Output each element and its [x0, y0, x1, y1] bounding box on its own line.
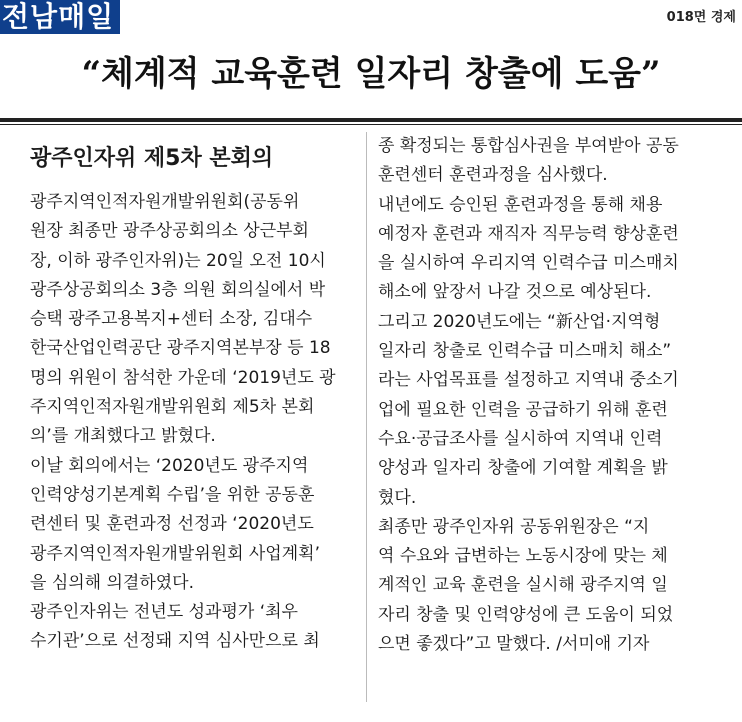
article-body-left: [30, 188, 360, 657]
headline-rule: [0, 118, 742, 122]
article-text-line: 종 확정되는 통합심사권을 부여받아 공동: [378, 136, 679, 156]
article-text-line: 을 심의해 의결하였다.: [30, 572, 195, 593]
article-text-line: 해소에 앞장서 나갈 것으로 예상된다.: [378, 282, 652, 303]
article-text-line: 최종만 광주인자위 공동위원장은 “지: [378, 516, 650, 537]
article-text-line: 광주지역인적자원개발위원회(공동위: [30, 192, 300, 212]
article-text-line: 그리고 2020년도에는 “新산업·지역형: [378, 311, 661, 332]
article-headline: “체계적 교육훈련 일자리 창출에 도움”: [81, 54, 661, 94]
article-text-line: 일자리 창출로 인력수급 미스매치 해소”: [378, 341, 672, 362]
article-text-line: 계적인 교육 훈련을 실시해 광주지역 일: [378, 575, 668, 596]
article-text-line: 내년에도 승인된 훈련과정을 통해 채용: [378, 194, 663, 215]
page-number-section: 018면 경제: [666, 10, 736, 25]
article-text-line: 광주인자위는 전년도 성과평가 ‘최우: [30, 602, 298, 623]
article-text-line: 업에 필요한 인력을 공급하기 위해 훈련: [378, 399, 668, 420]
article-text-line: 의’를 개최했다고 밝혔다.: [30, 426, 216, 447]
article-text-line: 을 실시하여 우리지역 인력수급 미스매치: [378, 253, 679, 274]
article-text-line: 훈련센터 훈련과정을 심사했다.: [378, 165, 608, 186]
article-text-line: 역 수요와 급변하는 노동시장에 맞는 체: [378, 546, 668, 567]
newspaper-masthead: 전남매일: [0, 0, 120, 34]
article-text-line: 련센터 및 훈련과정 선정과 ‘2020년도: [30, 514, 314, 535]
article-text-line: 원장 최종만 광주상공회의소 상근부회: [30, 221, 309, 242]
article-text-line: 라는 사업목표를 설정하고 지역내 중소기: [378, 370, 679, 391]
article-text-line: 자리 창출 및 인력양성에 큰 도움이 되었: [378, 604, 674, 625]
article-text-line: 양성과 일자리 창출에 기여할 계획을 밝: [378, 458, 668, 479]
article-subhead: 광주인자위 제5차 본회의: [30, 146, 274, 171]
article-text-line: 예정자 훈련과 재직자 직무능력 향상훈련: [378, 223, 679, 244]
headline-rule-thin: [0, 124, 742, 125]
article-text-line: 혔다.: [378, 487, 417, 508]
article-text-line: 한국산업인력공단 광주지역본부장 등 18: [30, 338, 331, 359]
article-text-line: 승택 광주고용복지+센터 소장, 김대수: [30, 309, 313, 330]
article-text-line: 수요·공급조사를 실시하여 지역내 인력: [378, 428, 663, 449]
column-divider: [366, 132, 367, 702]
article-text-line: 명의 위원이 참석한 가운데 ‘2019년도 광: [30, 367, 336, 388]
article-column-right: [378, 132, 718, 659]
article-text-line: 주지역인적자원개발위원회 제5차 본회: [30, 397, 315, 418]
article-text-line: 이날 회의에서는 ‘2020년도 광주지역: [30, 455, 309, 476]
article-text-line: 수기관’으로 선정돼 지역 심사만으로 최: [30, 631, 320, 652]
article-body-right: [378, 132, 718, 659]
article-text-line: 광주지역인적자원개발위원회 사업계획’: [30, 543, 320, 564]
article-text-line: 광주상공회의소 3층 의원 회의실에서 박: [30, 279, 326, 300]
article-text-line: 장, 이하 광주인자위)는 20일 오전 10시: [30, 250, 326, 271]
article-text-line: 인력양성기본계획 수립’을 위한 공동훈: [30, 484, 315, 505]
article-column-left: [30, 132, 360, 657]
article-text-line: 으면 좋겠다”고 말했다. /서미애 기자: [378, 634, 650, 655]
